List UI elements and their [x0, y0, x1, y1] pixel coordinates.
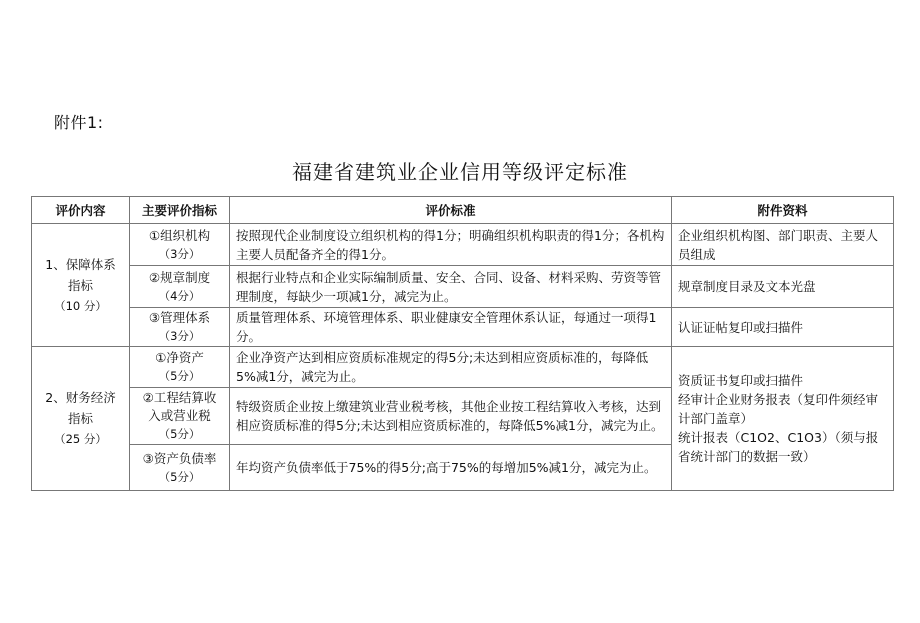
- indicator-score: （5分）: [158, 469, 201, 484]
- annex-label: 附件1:: [54, 113, 104, 132]
- category-name: 1、保障体系: [45, 256, 116, 272]
- table-row: [32, 266, 894, 308]
- indicator-cell: [130, 347, 230, 388]
- category-cell: [32, 347, 130, 491]
- header-evaluation-content: 评价内容: [32, 197, 130, 224]
- indicator-cell: [130, 224, 230, 266]
- indicator-name: ③管理体系: [148, 310, 211, 325]
- attachment-line: 统计报表（C1O2、C1O3）（须与报省统计部门的数据一致）: [678, 430, 879, 464]
- category-name: 2、财务经济: [45, 390, 116, 405]
- indicator-cell: [130, 308, 230, 347]
- table-row: [32, 308, 894, 347]
- attachment-line: 资质证书复印或扫描件: [678, 373, 804, 388]
- category-cell: [32, 224, 130, 347]
- indicator-name: ①净资产: [155, 350, 204, 365]
- indicator-cell: [130, 445, 230, 491]
- indicator-name: ①组织机构: [148, 227, 211, 243]
- indicator-score: （3分）: [158, 329, 201, 343]
- indicator-name: ②规章制度: [148, 269, 211, 285]
- table-row: [32, 224, 894, 266]
- standard-cell: 年均资产负债率低于75%的得5分;高于75%的每增加5%减1分，减完为止。: [230, 445, 672, 491]
- indicator-score: （5分）: [158, 427, 201, 441]
- standard-cell: 根据行业特点和企业实际编制质量、安全、合同、设备、材料采购、劳资等管理制度，每缺少一项减1分，减完为止。: [230, 266, 672, 308]
- attachment-line: 经审计企业财务报表（复印件须经审计部门盖章）: [678, 392, 879, 426]
- category-name-line2: 指标: [67, 411, 93, 426]
- category-name-line2: 指标: [67, 277, 93, 293]
- indicator-score: （5分）: [158, 369, 201, 383]
- indicator-name-line2: 入或营业税: [148, 408, 211, 423]
- table-header-row: [32, 197, 894, 224]
- indicator-score: （4分）: [158, 288, 201, 303]
- indicator-name: ②工程结算收: [142, 390, 217, 405]
- category-score: （10 分）: [54, 298, 107, 313]
- attachment-cell: 规章制度目录及文本光盘: [672, 266, 894, 308]
- indicator-score: （3分）: [158, 246, 201, 261]
- indicator-cell: [130, 266, 230, 308]
- standard-cell: 质量管理体系、环境管理体系、职业健康安全管理休系认证，每通过一项得1分。: [230, 308, 672, 347]
- attachment-cell: 认证证帖复印或扫描件: [672, 308, 894, 347]
- header-main-indicator: 主要评价指标: [130, 197, 230, 224]
- indicator-name: ③资产负债率: [142, 450, 217, 466]
- attachment-cell: 企业组织机构图、部门职责、主要人员组成: [672, 224, 894, 266]
- standard-cell: 企业净资产达到相应资质标准规定的得5分;未达到相应资质标准的，每降低5%减1分，减完为止。: [230, 347, 672, 388]
- category-score: （25 分）: [54, 432, 107, 446]
- standard-cell: 特级资质企业按上缴建筑业营业税考核，其他企业按工程结算收入考核，达到相应资质标准的得5分;未达到相应资质标准的，每降低5%减1分，减完为止。: [230, 388, 672, 445]
- evaluation-table: [31, 196, 894, 491]
- header-attachment: 附件资料: [672, 197, 894, 224]
- document-title: 福建省建筑业企业信用等级评定标准: [292, 160, 628, 184]
- indicator-cell: [130, 388, 230, 445]
- table-row: [32, 347, 894, 388]
- standard-cell: 按照现代企业制度设立组织机构的得1分；明确组织机构职责的得1分；各机构主要人员配备齐全的得1分。: [230, 224, 672, 266]
- attachment-cell: [672, 347, 894, 491]
- header-evaluation-standard: 评价标准: [230, 197, 672, 224]
